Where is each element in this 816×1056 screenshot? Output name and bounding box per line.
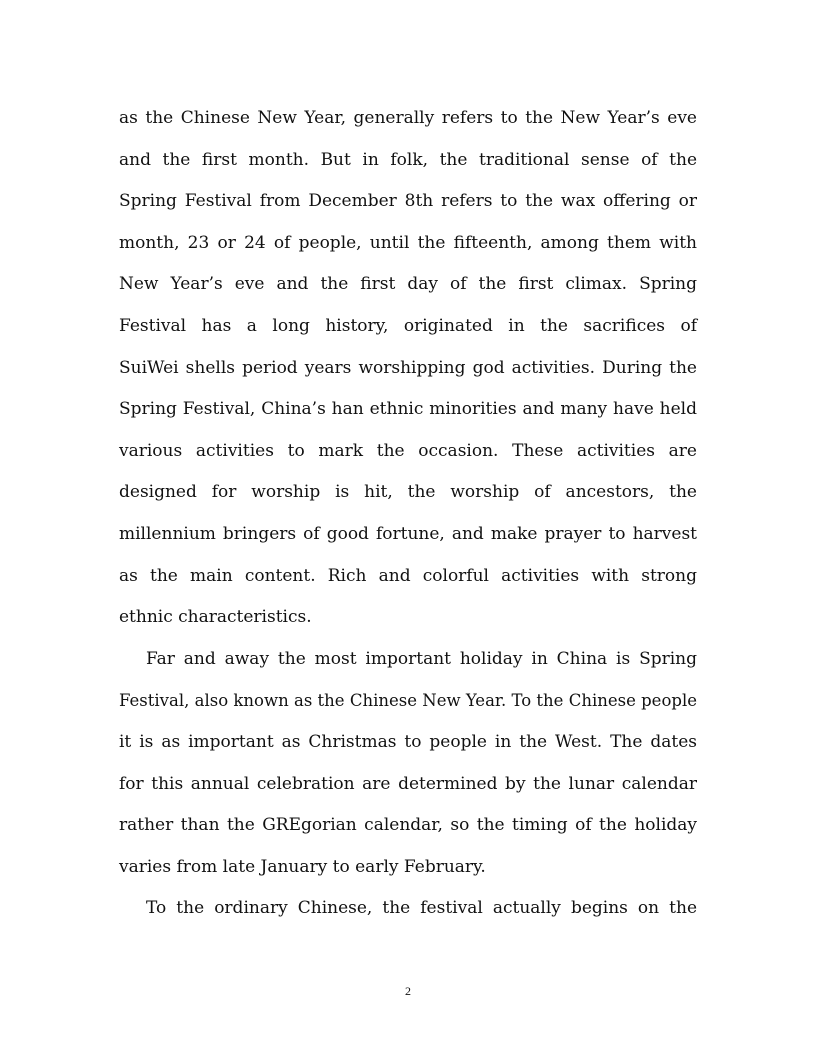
text-line: as the Chinese New Year, generally refers to the New Year’s eve bbox=[119, 108, 697, 128]
text-line: month, 23 or 24 of people, until the fifteenth, among them with bbox=[119, 232, 697, 253]
text-line: as the main content. Rich and colorful activities with strong bbox=[119, 565, 697, 586]
text-line: millennium bringers of good fortune, and make prayer to harvest bbox=[119, 523, 697, 544]
text-line: SuiWei shells period years worshipping god activities. During the bbox=[119, 357, 697, 378]
text-line: ethnic characteristics. bbox=[119, 607, 312, 628]
text-line: Far and away the most important holiday in China is Spring bbox=[146, 648, 697, 669]
text-line: it is as important as Christmas to people in the West. The dates bbox=[119, 731, 697, 752]
text-line: Spring Festival from December 8th refers to the wax offering or bbox=[119, 191, 697, 212]
text-line: rather than the GREgorian calendar, so the timing of the holiday bbox=[119, 815, 697, 836]
text-line: Festival has a long history, originated in the sacrifices of bbox=[119, 315, 697, 336]
text-line: Festival, also known as the Chinese New Year. To the Chinese people bbox=[119, 691, 697, 711]
text-line: Spring Festival, China’s han ethnic minorities and many have held bbox=[119, 399, 697, 420]
text-line: To the ordinary Chinese, the festival actually begins on the bbox=[146, 898, 697, 919]
text-line: and the first month. But in folk, the traditional sense of the bbox=[119, 149, 697, 170]
text-line: varies from late January to early February. bbox=[119, 856, 486, 877]
body-text bbox=[119, 98, 697, 930]
page-number: 2 bbox=[405, 984, 411, 998]
text-line: various activities to mark the occasion. These activities are bbox=[119, 440, 697, 461]
text-line: New Year’s eve and the first day of the first climax. Spring bbox=[119, 274, 697, 295]
text-line: for this annual celebration are determined by the lunar calendar bbox=[119, 773, 697, 794]
text-line: designed for worship is hit, the worship of ancestors, the bbox=[119, 482, 697, 503]
